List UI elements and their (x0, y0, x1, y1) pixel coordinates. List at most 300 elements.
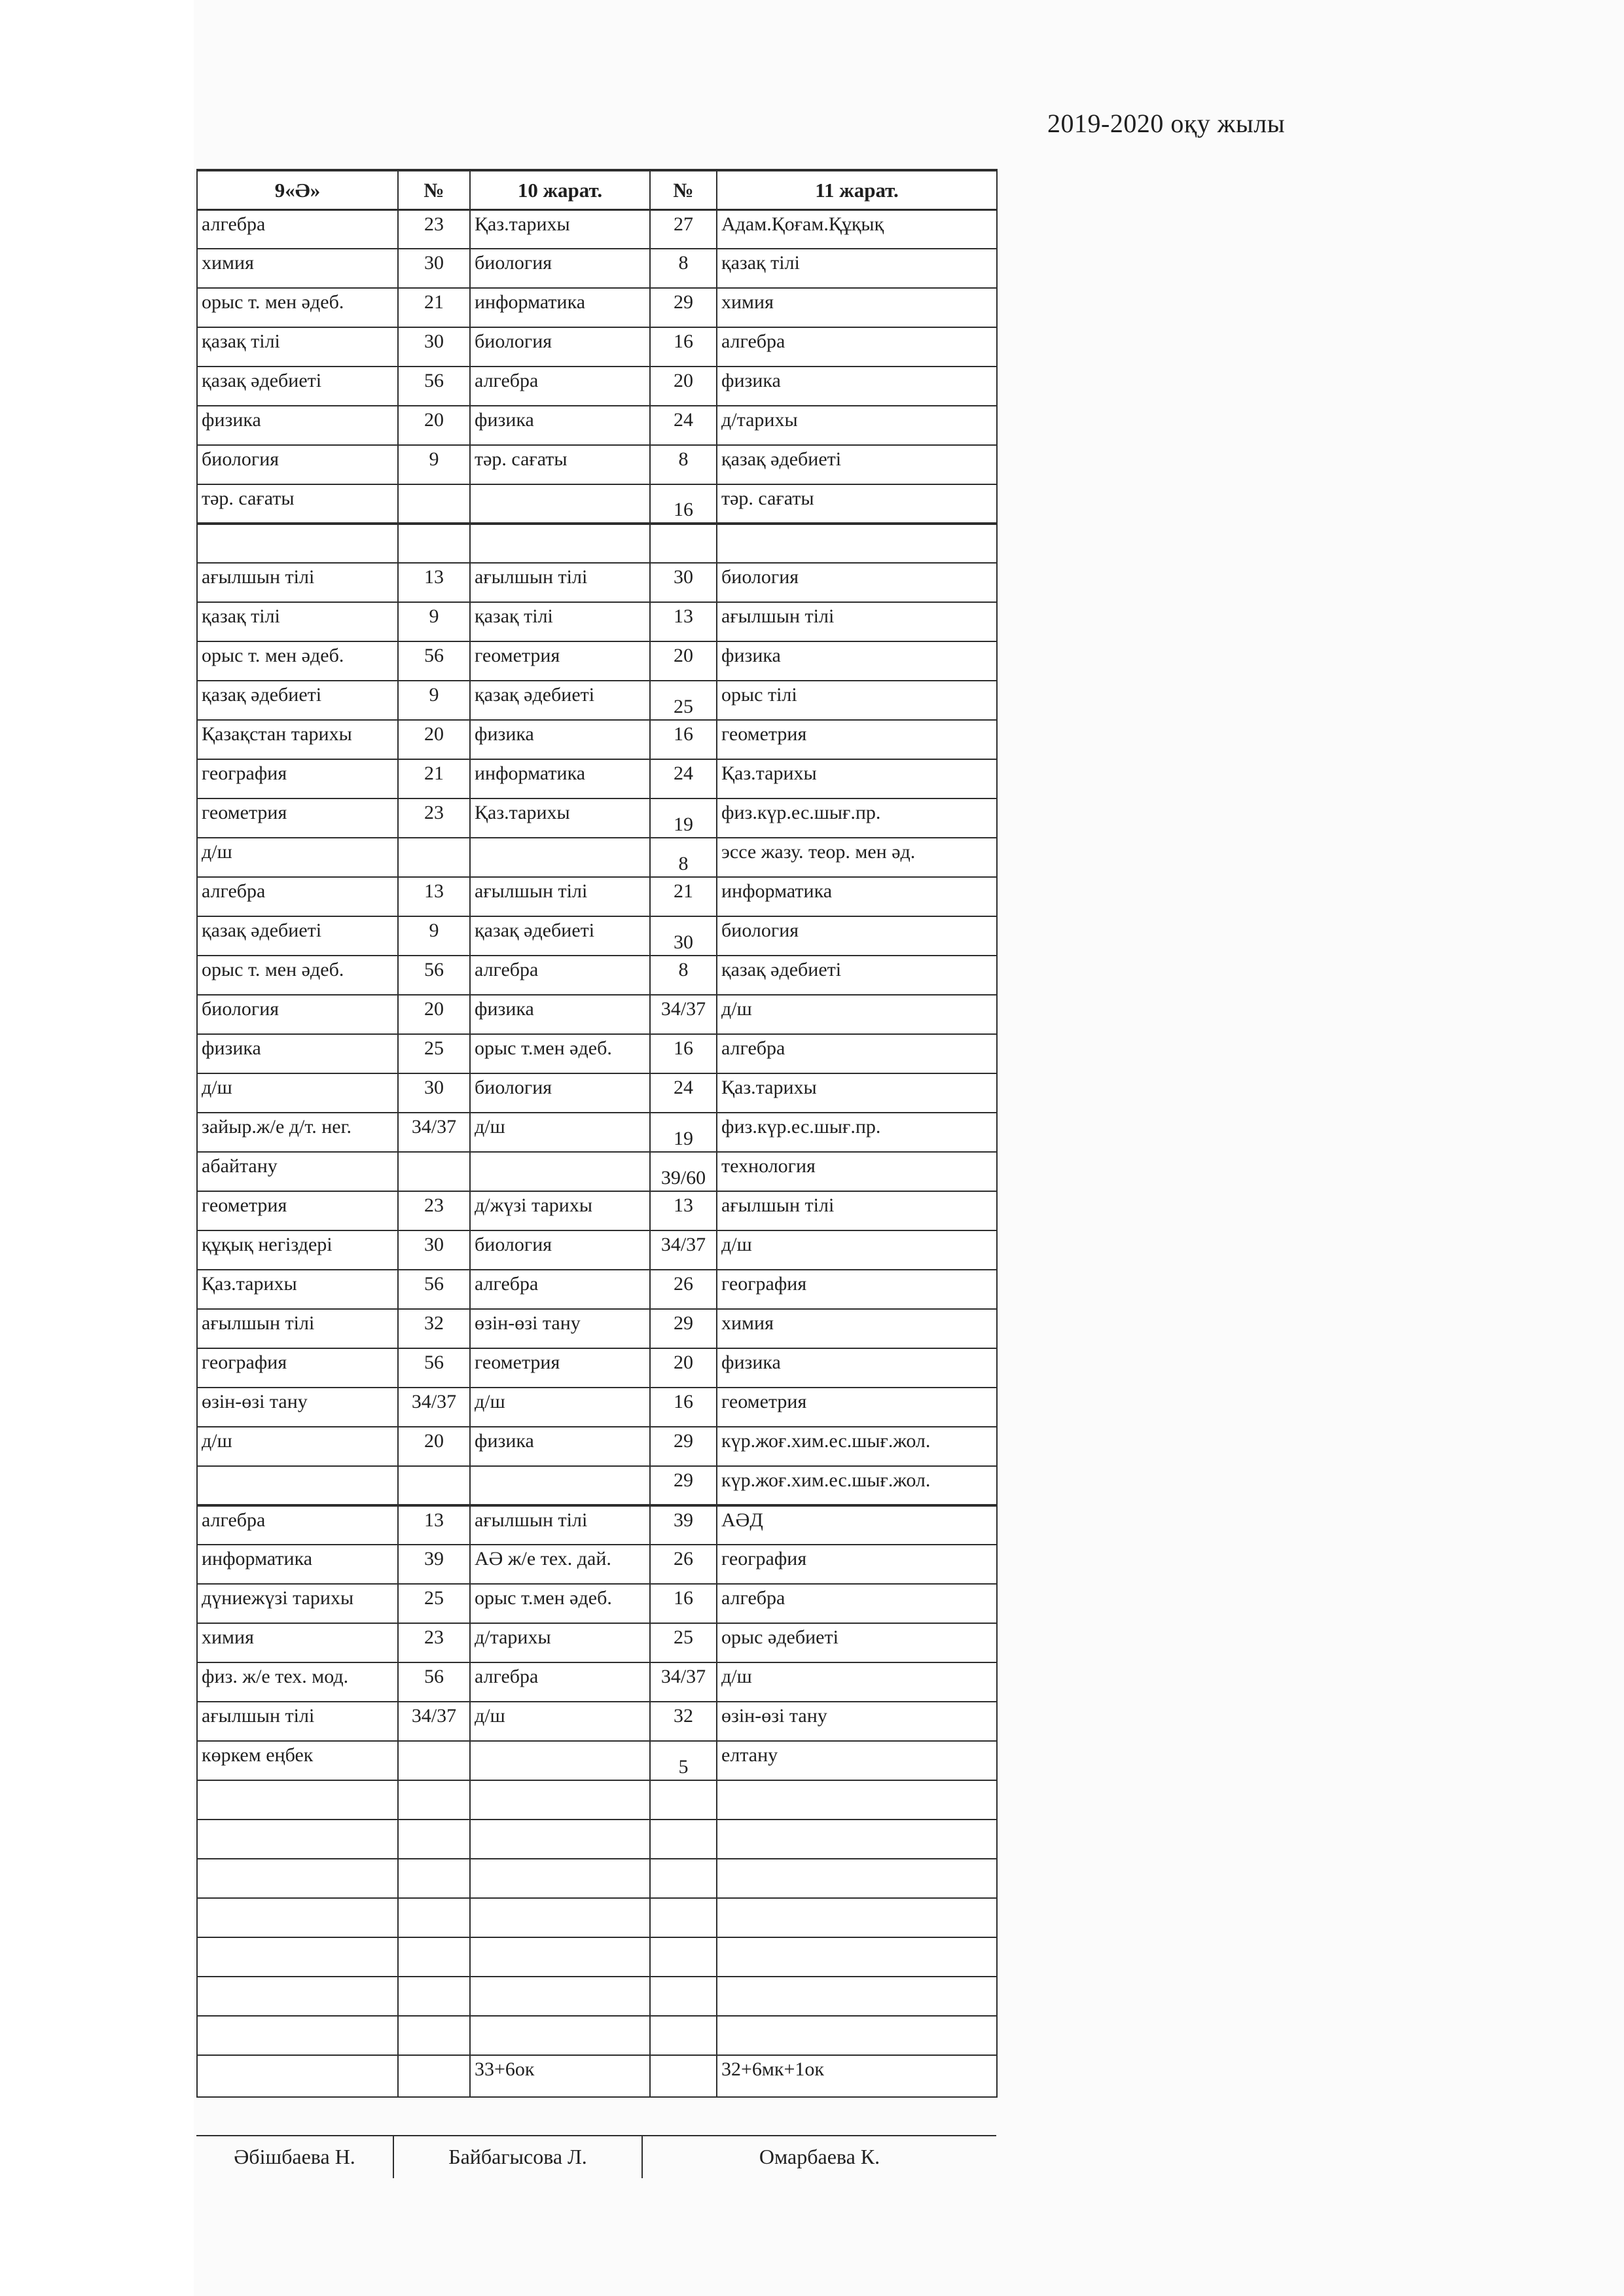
table-row (197, 681, 997, 720)
table-row (197, 1662, 997, 1702)
subject-9-cell: көркем еңбек (197, 1741, 398, 1780)
subject-11-cell: химия (717, 1309, 997, 1348)
table-row (197, 1780, 997, 1820)
room-10-cell: 24 (650, 406, 717, 445)
subject-11-cell: орыс әдебиеті (717, 1623, 997, 1662)
subject-10-cell: биология (470, 327, 650, 367)
subject-9-cell: физика (197, 406, 398, 445)
room-9-cell: 9 (398, 681, 470, 720)
room-9-cell: 39 (398, 1545, 470, 1584)
subject-10-cell: ағылшын тілі (470, 563, 650, 602)
room-10-cell (650, 1898, 717, 1937)
room-9-cell (398, 838, 470, 877)
subject-11-cell: ағылшын тілі (717, 602, 997, 641)
table-row (197, 1741, 997, 1780)
table-row (197, 2055, 997, 2097)
subject-11-cell (717, 1820, 997, 1859)
table-row (197, 524, 997, 563)
subject-9-cell: д/ш (197, 1427, 398, 1466)
subject-9-cell (197, 2055, 398, 2097)
room-9-cell: 34/37 (398, 1388, 470, 1427)
subject-9-cell: қазақ әдебиеті (197, 367, 398, 406)
subject-11-cell: биология (717, 916, 997, 956)
subject-11-cell: орыс тілі (717, 681, 997, 720)
subject-11-cell: алгебра (717, 327, 997, 367)
table-row (197, 327, 997, 367)
scan-margin (0, 0, 194, 2296)
table-row (197, 877, 997, 916)
subject-9-cell (197, 524, 398, 563)
subject-11-cell (717, 524, 997, 563)
subject-11-cell: д/ш (717, 995, 997, 1034)
subject-11-cell: қазақ тілі (717, 249, 997, 288)
subject-11-cell (717, 2016, 997, 2055)
schedule-table (196, 169, 998, 2098)
subject-9-cell: ағылшын тілі (197, 1702, 398, 1741)
table-row (197, 798, 997, 838)
room-10-cell: 29 (650, 288, 717, 327)
subject-10-cell: орыс т.мен әдеб. (470, 1584, 650, 1623)
subject-11-cell: алгебра (717, 1584, 997, 1623)
room-9-cell (398, 1780, 470, 1820)
table-row (197, 367, 997, 406)
room-9-cell: 9 (398, 602, 470, 641)
room-10-cell: 16 (650, 1388, 717, 1427)
subject-9-cell: д/ш (197, 1073, 398, 1113)
subject-11-cell: өзін-өзі тану (717, 1702, 997, 1741)
subject-9-cell: биология (197, 445, 398, 484)
subject-10-cell: геометрия (470, 641, 650, 681)
room-9-cell: 34/37 (398, 1113, 470, 1152)
table-row (197, 956, 997, 995)
table-row (197, 1113, 997, 1152)
subject-9-cell: өзін-өзі тану (197, 1388, 398, 1427)
room-9-cell: 32 (398, 1309, 470, 1348)
subject-11-cell: химия (717, 288, 997, 327)
subject-9-cell: физика (197, 1034, 398, 1073)
room-9-cell: 25 (398, 1584, 470, 1623)
subject-10-cell (470, 1859, 650, 1898)
subject-11-cell: физика (717, 367, 997, 406)
room-10-cell: 21 (650, 877, 717, 916)
table-row (197, 445, 997, 484)
header-class-10: 10 жарат. (470, 170, 650, 209)
header-room-number: № (650, 170, 717, 209)
subject-11-cell: 32+6мк+1ок (717, 2055, 997, 2097)
subject-11-cell (717, 1780, 997, 1820)
subject-10-cell: биология (470, 1230, 650, 1270)
table-row (197, 720, 997, 759)
room-9-cell: 56 (398, 641, 470, 681)
room-9-cell: 20 (398, 406, 470, 445)
subject-11-cell: информатика (717, 877, 997, 916)
subject-10-cell: биология (470, 249, 650, 288)
subject-11-cell: физика (717, 641, 997, 681)
header-room-number: № (398, 170, 470, 209)
room-10-cell: 13 (650, 602, 717, 641)
subject-10-cell: тәр. сағаты (470, 445, 650, 484)
room-9-cell: 56 (398, 1662, 470, 1702)
table-row (197, 406, 997, 445)
room-9-cell: 23 (398, 1191, 470, 1230)
table-header-row (197, 170, 997, 209)
subject-10-cell: қазақ тілі (470, 602, 650, 641)
subject-10-cell (470, 1741, 650, 1780)
subject-9-cell: физ. ж/е тех. мод. (197, 1662, 398, 1702)
room-9-cell: 23 (398, 209, 470, 249)
subject-11-cell: геометрия (717, 720, 997, 759)
subject-9-cell: география (197, 1348, 398, 1388)
room-10-cell: 29 (650, 1427, 717, 1466)
subject-10-cell: биология (470, 1073, 650, 1113)
subject-10-cell: алгебра (470, 367, 650, 406)
subject-9-cell: орыс т. мен әдеб. (197, 288, 398, 327)
room-10-cell: 34/37 (650, 1662, 717, 1702)
subject-10-cell (470, 524, 650, 563)
subject-10-cell (470, 1937, 650, 1977)
table-row (197, 1623, 997, 1662)
subject-11-cell: технология (717, 1152, 997, 1191)
subject-9-cell: қазақ әдебиеті (197, 916, 398, 956)
room-9-cell (398, 1977, 470, 2016)
room-10-cell (650, 1859, 717, 1898)
subject-10-cell: физика (470, 1427, 650, 1466)
room-9-cell: 34/37 (398, 1702, 470, 1741)
subject-10-cell: Қаз.тарихы (470, 798, 650, 838)
subject-11-cell: география (717, 1545, 997, 1584)
subject-11-cell (717, 1898, 997, 1937)
subject-9-cell: қазақ тілі (197, 327, 398, 367)
table-row (197, 1859, 997, 1898)
room-9-cell (398, 2055, 470, 2097)
subject-9-cell: химия (197, 1623, 398, 1662)
table-row (197, 563, 997, 602)
room-9-cell: 56 (398, 1348, 470, 1388)
room-10-cell (650, 2055, 717, 2097)
room-9-cell: 20 (398, 1427, 470, 1466)
table-row (197, 1545, 997, 1584)
subject-11-cell: күр.жоғ.хим.ес.шығ.жол. (717, 1427, 997, 1466)
room-10-cell: 16 (650, 720, 717, 759)
room-9-cell: 30 (398, 1230, 470, 1270)
subject-10-cell (470, 1466, 650, 1505)
signature-teacher-1: Әбішбаева Н. (234, 2144, 355, 2168)
room-9-cell: 20 (398, 720, 470, 759)
subject-11-cell: д/тарихы (717, 406, 997, 445)
table-row (197, 838, 997, 877)
subject-10-cell: информатика (470, 288, 650, 327)
signature-teacher-2: Байбагысова Л. (448, 2144, 587, 2168)
subject-10-cell: ағылшын тілі (470, 1505, 650, 1545)
room-10-cell (650, 1780, 717, 1820)
table-row (197, 1270, 997, 1309)
table-row (197, 1584, 997, 1623)
subject-10-cell (470, 1780, 650, 1820)
room-10-cell: 8 (650, 249, 717, 288)
subject-9-cell: ағылшын тілі (197, 563, 398, 602)
subject-10-cell: физика (470, 406, 650, 445)
subject-9-cell: тәр. сағаты (197, 484, 398, 524)
subject-9-cell: информатика (197, 1545, 398, 1584)
subject-10-cell (470, 484, 650, 524)
subject-11-cell: д/ш (717, 1662, 997, 1702)
subject-10-cell: ағылшын тілі (470, 877, 650, 916)
subject-11-cell: Қаз.тарихы (717, 759, 997, 798)
table-row (197, 759, 997, 798)
subject-9-cell (197, 1466, 398, 1505)
room-10-cell: 8 (650, 838, 717, 877)
room-10-cell: 39/60 (650, 1152, 717, 1191)
subject-9-cell: ағылшын тілі (197, 1309, 398, 1348)
room-9-cell (398, 1898, 470, 1937)
subject-11-cell: эссе жазу. теор. мен әд. (717, 838, 997, 877)
room-9-cell: 20 (398, 995, 470, 1034)
subject-10-cell: қазақ әдебиеті (470, 916, 650, 956)
table-row (197, 249, 997, 288)
subject-9-cell: орыс т. мен әдеб. (197, 956, 398, 995)
room-9-cell: 9 (398, 916, 470, 956)
table-row (197, 209, 997, 249)
subject-10-cell: Қаз.тарихы (470, 209, 650, 249)
room-9-cell: 56 (398, 956, 470, 995)
room-9-cell (398, 484, 470, 524)
subject-10-cell: өзін-өзі тану (470, 1309, 650, 1348)
subject-9-cell: геометрия (197, 1191, 398, 1230)
subject-11-cell: АӘД (717, 1505, 997, 1545)
subject-10-cell: физика (470, 720, 650, 759)
room-10-cell (650, 2016, 717, 2055)
subject-11-cell (717, 1937, 997, 1977)
room-9-cell (398, 524, 470, 563)
room-10-cell: 20 (650, 1348, 717, 1388)
subject-11-cell: физика (717, 1348, 997, 1388)
table-row (197, 1388, 997, 1427)
table-row (197, 1937, 997, 1977)
room-9-cell: 56 (398, 1270, 470, 1309)
room-10-cell: 26 (650, 1270, 717, 1309)
subject-9-cell: геометрия (197, 798, 398, 838)
subject-9-cell (197, 1820, 398, 1859)
room-10-cell: 24 (650, 759, 717, 798)
subject-10-cell (470, 1977, 650, 2016)
room-10-cell (650, 1937, 717, 1977)
subject-11-cell: биология (717, 563, 997, 602)
room-9-cell (398, 1152, 470, 1191)
room-10-cell: 24 (650, 1073, 717, 1113)
subject-11-cell: қазақ әдебиеті (717, 445, 997, 484)
subject-10-cell: қазақ әдебиеті (470, 681, 650, 720)
room-10-cell: 16 (650, 1034, 717, 1073)
table-row (197, 1034, 997, 1073)
room-10-cell: 19 (650, 1113, 717, 1152)
subject-9-cell (197, 1898, 398, 1937)
room-9-cell (398, 1820, 470, 1859)
table-row (197, 1977, 997, 2016)
academic-year-label: 2019-2020 оқу жылы (1047, 109, 1286, 138)
subject-11-cell: елтану (717, 1741, 997, 1780)
room-9-cell: 30 (398, 249, 470, 288)
subject-10-cell (470, 1820, 650, 1859)
room-9-cell (398, 1859, 470, 1898)
subject-11-cell: д/ш (717, 1230, 997, 1270)
header-class-9: 9«Ә» (197, 170, 398, 209)
subject-11-cell: физ.күр.ес.шығ.пр. (717, 798, 997, 838)
subject-10-cell (470, 1898, 650, 1937)
room-10-cell: 20 (650, 367, 717, 406)
room-10-cell: 8 (650, 445, 717, 484)
subject-9-cell: орыс т. мен әдеб. (197, 641, 398, 681)
subject-11-cell: күр.жоғ.хим.ес.шығ.жол. (717, 1466, 997, 1505)
subject-11-cell: ағылшын тілі (717, 1191, 997, 1230)
subject-10-cell: д/жүзі тарихы (470, 1191, 650, 1230)
room-10-cell: 30 (650, 563, 717, 602)
room-9-cell: 23 (398, 1623, 470, 1662)
subject-9-cell (197, 1859, 398, 1898)
subject-9-cell: дүниежүзі тарихы (197, 1584, 398, 1623)
subject-11-cell (717, 1859, 997, 1898)
subject-11-cell: Адам.Қоғам.Құқық (717, 209, 997, 249)
subject-9-cell: алгебра (197, 209, 398, 249)
table-row (197, 1702, 997, 1741)
room-9-cell: 9 (398, 445, 470, 484)
table-row (197, 288, 997, 327)
room-9-cell: 25 (398, 1034, 470, 1073)
subject-10-cell: д/ш (470, 1113, 650, 1152)
table-row (197, 1348, 997, 1388)
room-10-cell: 25 (650, 681, 717, 720)
room-9-cell (398, 1741, 470, 1780)
header-class-11: 11 жарат. (717, 170, 997, 209)
table-row (197, 641, 997, 681)
subject-10-cell (470, 2016, 650, 2055)
room-10-cell: 29 (650, 1466, 717, 1505)
subject-10-cell: алгебра (470, 1270, 650, 1309)
subject-9-cell: зайыр.ж/е д/т. нег. (197, 1113, 398, 1152)
room-9-cell: 13 (398, 1505, 470, 1545)
subject-9-cell (197, 2016, 398, 2055)
table-row (197, 916, 997, 956)
room-10-cell: 29 (650, 1309, 717, 1348)
room-9-cell: 23 (398, 798, 470, 838)
subject-10-cell (470, 838, 650, 877)
table-row (197, 1427, 997, 1466)
subject-9-cell: қазақ әдебиеті (197, 681, 398, 720)
subject-10-cell: алгебра (470, 956, 650, 995)
table-row (197, 1152, 997, 1191)
room-10-cell: 16 (650, 1584, 717, 1623)
subject-10-cell: д/ш (470, 1388, 650, 1427)
table-row (197, 1898, 997, 1937)
room-9-cell: 21 (398, 288, 470, 327)
subject-9-cell (197, 1937, 398, 1977)
room-10-cell: 25 (650, 1623, 717, 1662)
table-row (197, 1191, 997, 1230)
subject-11-cell: алгебра (717, 1034, 997, 1073)
room-9-cell: 56 (398, 367, 470, 406)
room-10-cell: 8 (650, 956, 717, 995)
subject-10-cell: геометрия (470, 1348, 650, 1388)
subject-11-cell: Қаз.тарихы (717, 1073, 997, 1113)
room-10-cell: 19 (650, 798, 717, 838)
table-row (197, 1505, 997, 1545)
table-row (197, 995, 997, 1034)
subject-9-cell (197, 1977, 398, 2016)
subject-9-cell: қазақ тілі (197, 602, 398, 641)
room-10-cell: 30 (650, 916, 717, 956)
subject-11-cell: физ.күр.ес.шығ.пр. (717, 1113, 997, 1152)
subject-10-cell: информатика (470, 759, 650, 798)
room-9-cell (398, 1937, 470, 1977)
table-row (197, 1073, 997, 1113)
subject-9-cell: алгебра (197, 1505, 398, 1545)
subject-10-cell: д/тарихы (470, 1623, 650, 1662)
room-10-cell (650, 1977, 717, 2016)
subject-11-cell: география (717, 1270, 997, 1309)
room-10-cell: 26 (650, 1545, 717, 1584)
room-10-cell: 32 (650, 1702, 717, 1741)
subject-9-cell: құқық негіздері (197, 1230, 398, 1270)
subject-9-cell (197, 1780, 398, 1820)
room-9-cell (398, 2016, 470, 2055)
subject-10-cell: АӘ ж/е тех. дай. (470, 1545, 650, 1584)
subject-11-cell: геометрия (717, 1388, 997, 1427)
subject-10-cell: алгебра (470, 1662, 650, 1702)
subject-9-cell: абайтану (197, 1152, 398, 1191)
subject-10-cell: 33+6ок (470, 2055, 650, 2097)
subject-10-cell: орыс т.мен әдеб. (470, 1034, 650, 1073)
subject-11-cell: тәр. сағаты (717, 484, 997, 524)
subject-9-cell: Қаз.тарихы (197, 1270, 398, 1309)
room-10-cell (650, 524, 717, 563)
room-10-cell (650, 1820, 717, 1859)
room-10-cell: 16 (650, 327, 717, 367)
room-9-cell: 13 (398, 563, 470, 602)
room-9-cell (398, 1466, 470, 1505)
room-9-cell: 30 (398, 327, 470, 367)
table-row (197, 1466, 997, 1505)
subject-11-cell: қазақ әдебиеті (717, 956, 997, 995)
room-10-cell: 27 (650, 209, 717, 249)
subject-9-cell: химия (197, 249, 398, 288)
room-9-cell: 30 (398, 1073, 470, 1113)
room-9-cell: 13 (398, 877, 470, 916)
subject-10-cell: д/ш (470, 1702, 650, 1741)
room-10-cell: 34/37 (650, 995, 717, 1034)
subject-10-cell: физика (470, 995, 650, 1034)
room-10-cell: 13 (650, 1191, 717, 1230)
signature-teacher-3: Омарбаева К. (759, 2144, 880, 2168)
subject-10-cell (470, 1152, 650, 1191)
room-10-cell: 20 (650, 641, 717, 681)
table-row (197, 602, 997, 641)
room-10-cell: 5 (650, 1741, 717, 1780)
room-10-cell: 16 (650, 484, 717, 524)
subject-9-cell: биология (197, 995, 398, 1034)
subject-9-cell: география (197, 759, 398, 798)
subject-9-cell: алгебра (197, 877, 398, 916)
schedule-body (197, 209, 997, 2097)
subject-11-cell (717, 1977, 997, 2016)
room-10-cell: 34/37 (650, 1230, 717, 1270)
subject-9-cell: Қазақстан тарихы (197, 720, 398, 759)
room-10-cell: 39 (650, 1505, 717, 1545)
table-row (197, 484, 997, 524)
table-row (197, 1230, 997, 1270)
table-row (197, 1309, 997, 1348)
subject-9-cell: д/ш (197, 838, 398, 877)
table-row (197, 1820, 997, 1859)
room-9-cell: 21 (398, 759, 470, 798)
